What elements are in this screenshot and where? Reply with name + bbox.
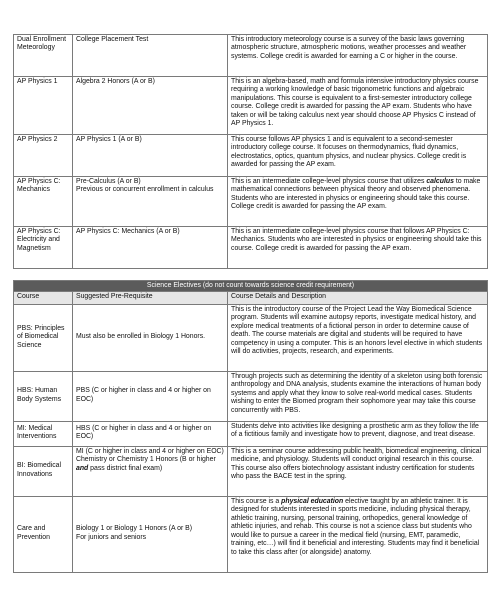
table-row bbox=[14, 177, 488, 227]
prereq-line bbox=[76, 465, 225, 473]
course-prereq: College Placement Test bbox=[73, 35, 228, 77]
course-details: This is a seminar course addressing public health, biomedical engineering, clinical medicine, and physiology. Students will conduct original research in this course. This course also offers biotechnology assistant industry certification for students who pass the BACE test in the spring. bbox=[228, 446, 488, 496]
table-row bbox=[14, 304, 488, 371]
course-name: BI: Biomedical Innovations bbox=[14, 446, 73, 496]
table-row bbox=[14, 421, 488, 446]
course-details: This introductory meteorology course is a survey of the basic laws governing atmospheric structure, atmospheric motions, weather processes and weather systems. College credit is awarded for earning a C or higher in the course. bbox=[228, 35, 488, 77]
course-details: This is the introductory course of the Project Lead the Way Biomedical Science program. Students will examine autopsy reports, investigate medical history, and explore medical treatments of a fictional person in order to determine cause of death. The course materials are digital and students will be required to have competency in using a computer. This is an honors level elective in which students will do activities, projects, research, and experiments. bbox=[228, 304, 488, 371]
course-details: Students delve into activities like designing a prosthetic arm as they follow the life of a fictitious family and investigate how to prevent, diagnose, and treat disease. bbox=[228, 421, 488, 446]
course-prereq: AP Physics C: Mechanics (A or B) bbox=[73, 227, 228, 269]
details-text: This course is a bbox=[231, 497, 282, 505]
course-name: PBS: Principles of Biomedical Science bbox=[14, 304, 73, 371]
details-emphasis: physical education bbox=[281, 497, 344, 505]
course-details: Through projects such as determining the identity of a skeleton using both forensic anthropology and DNA analysis, students examine the interactions of human body systems and apply what they know to solve real-world medical cases. Students wishing to enter the Biomed program their sophomore year may take this course concurrently with PBS. bbox=[228, 371, 488, 421]
course-details: This course follows AP physics 1 and is equivalent to a second-semester introductory college course. It focuses on thermodynamics, fluid dynamics, electrostatics, optics, quantum physics, and nuclear physics. College credit is awarded for passing the AP exam. bbox=[228, 135, 488, 177]
prereq-line: Pre-Calculus (A or B) bbox=[76, 178, 141, 185]
course-prereq: HBS (C or higher in class and 4 or higher on EOC) bbox=[73, 421, 228, 446]
prereq-line: Chemistry or Chemistry 1 Honors (B or higher bbox=[76, 456, 216, 464]
course-name: AP Physics 2 bbox=[14, 135, 73, 177]
table-row bbox=[14, 446, 488, 496]
course-prereq: PBS (C or higher in class and 4 or higher on EOC) bbox=[73, 371, 228, 421]
table-title-row bbox=[14, 281, 488, 292]
table-row bbox=[14, 227, 488, 269]
details-text: This is an intermediate college-level physics course that utilizes bbox=[231, 178, 427, 185]
course-name: HBS: Human Body Systems bbox=[14, 371, 73, 421]
course-details: This is an intermediate college-level physics course that follows AP Physics C: Mechanics. Students who are interested in physics or engineering should take this course. College credit is awarded for passing the AP exam. bbox=[228, 227, 488, 269]
course-details: This is an algebra-based, math and formula intensive introductory physics course requiring a working knowledge of basic trigonometric functions and algebraic manipulations. This course is equivalent to a first-semester introductory college course. College credit is awarded for passing the AP exam. Students who have taken or will be taking calculus next year should choose AP Physics C instead of AP Physics 1. bbox=[228, 77, 488, 135]
course-name: MI: Medical Interventions bbox=[14, 421, 73, 446]
table-row bbox=[14, 496, 488, 572]
prereq-text: pass district final exam) bbox=[88, 464, 163, 472]
course-prereq: Algebra 2 Honors (A or B) bbox=[73, 77, 228, 135]
column-header: Course bbox=[14, 292, 73, 304]
column-header: Course Details and Description bbox=[228, 292, 488, 304]
course-prereq bbox=[73, 177, 228, 227]
science-electives-table bbox=[13, 280, 488, 573]
course-details bbox=[228, 496, 488, 572]
course-name: AP Physics C: Electricity and Magnetism bbox=[14, 227, 73, 269]
prereq-line: Previous or concurrent enrollment in calculus bbox=[76, 186, 214, 194]
course-name: Care and Prevention bbox=[14, 496, 73, 572]
table-title: Science Electives (do not count towards science credit requirement) bbox=[14, 281, 488, 292]
course-prereq bbox=[73, 496, 228, 572]
course-name: AP Physics C: Mechanics bbox=[14, 177, 73, 227]
prereq-line: For juniors and seniors bbox=[76, 533, 147, 541]
header-row bbox=[14, 292, 488, 304]
prereq-emphasis: and bbox=[76, 464, 89, 472]
course-prereq: Must also be enrolled in Biology 1 Honors. bbox=[73, 304, 228, 371]
details-text: to make mathematical connections between physical theory and observed phenomena. Students who are interested in physics or engineering should take this course. College credit is awarded for passing the AP exam. bbox=[231, 178, 481, 211]
prereq-line: MI (C or higher in class and 4 or higher on EOC) bbox=[76, 447, 224, 455]
table-row bbox=[14, 77, 488, 135]
table-row bbox=[14, 135, 488, 177]
prereq-line: Biology 1 or Biology 1 Honors (A or B) bbox=[76, 525, 193, 533]
physics-courses-table bbox=[13, 34, 488, 269]
course-prereq: AP Physics 1 (A or B) bbox=[73, 135, 228, 177]
course-name: Dual Enrollment Meteorology bbox=[14, 35, 73, 77]
course-details bbox=[228, 177, 488, 227]
table-row bbox=[14, 35, 488, 77]
details-text: elective taught by an athletic trainer. It is designed for students interested in sports medicine, including physical therapy, athletic training, nursing, personal training, orthopedics, general knowledge of athletic injuries, and rehab. This course is not a science class but students who would like to pursue a career in the medical field (nursing, EMT, paramedic, training, etc…) will find it beneficial and interesting. Students may find it beneficial to take this class after (or alongside) anatomy. bbox=[231, 497, 480, 556]
details-emphasis: calculus bbox=[426, 178, 454, 185]
course-prereq bbox=[73, 446, 228, 496]
table-row bbox=[14, 371, 488, 421]
course-name: AP Physics 1 bbox=[14, 77, 73, 135]
column-header: Suggested Pre-Requisite bbox=[73, 292, 228, 304]
